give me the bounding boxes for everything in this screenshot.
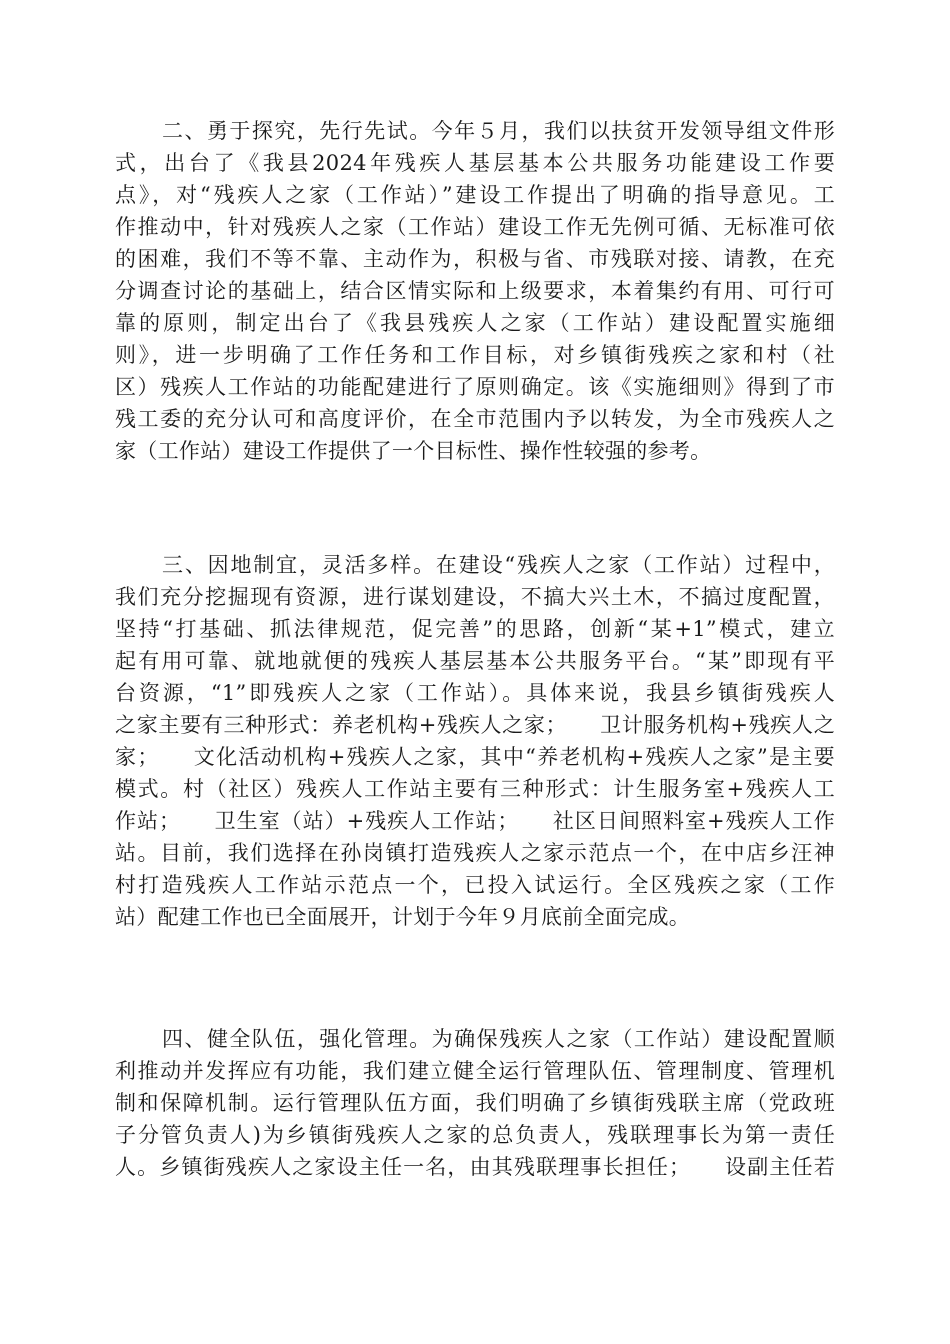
paragraph-line: 的困难，我们不等不靠、主动作为，积极与省、市残联对接、请教，在充	[115, 247, 835, 271]
paragraph-line: 则》，进一步明确了工作任务和工作目标，对乡镇街残疾之家和村（社	[115, 343, 835, 367]
paragraph-line: 点》，对“残疾人之家（工作站）”建设工作提出了明确的指导意见。工	[115, 183, 835, 207]
paragraph-line: 残工委的充分认可和高度评价，在全市范围内予以转发，为全市残疾人之	[115, 407, 835, 431]
paragraph-line: 之家主要有三种形式：养老机构+残疾人之家； 卫计服务机构+残疾人之	[115, 713, 835, 737]
paragraph-line: 站。目前，我们选择在孙岗镇打造残疾人之家示范点一个，在中店乡汪神	[115, 841, 835, 865]
paragraph-line: 模式。村（社区）残疾人工作站主要有三种形式：计生服务室+残疾人工	[115, 777, 835, 801]
paragraph-line: 四、健全队伍，强化管理。为确保残疾人之家（工作站）建设配置顺	[162, 1027, 835, 1051]
paragraph-line: 作站； 卫生室（站）+残疾人工作站； 社区日间照料室+残疾人工作	[115, 809, 835, 833]
paragraph-line: 台资源，“1”即残疾人之家（工作站）。具体来说，我县乡镇街残疾人	[115, 681, 835, 705]
paragraph-line: 家（工作站）建设工作提供了一个目标性、操作性较强的参考。	[115, 439, 712, 463]
paragraph-line: 作推动中，针对残疾人之家（工作站）建设工作无先例可循、无标准可依	[115, 215, 835, 239]
paragraph-line: 站）配建工作也已全面展开，计划于今年９月底前全面完成。	[115, 905, 691, 929]
paragraph-line: 我们充分挖掘现有资源，进行谋划建设，不搞大兴土木，不搞过度配置，	[115, 585, 835, 609]
paragraph-line: 三、因地制宜，灵活多样。在建设“残疾人之家（工作站）过程中，	[162, 553, 835, 577]
paragraph-line: 靠的原则，制定出台了《我县残疾人之家（工作站）建设配置实施细	[115, 311, 835, 335]
paragraph-line: 子分管负责人)为乡镇街残疾人之家的总负责人，残联理事长为第一责任	[115, 1123, 835, 1147]
paragraph-line: 村打造残疾人工作站示范点一个，已投入试运行。全区残疾之家（工作	[115, 873, 835, 897]
paragraph-line: 制和保障机制。运行管理队伍方面，我们明确了乡镇街残联主席（党政班	[115, 1091, 835, 1115]
paragraph-line: 人。乡镇街残疾人之家设主任一名，由其残联理事长担任； 设副主任若	[115, 1155, 835, 1179]
paragraph-line: 起有用可靠、就地就便的残疾人基层基本公共服务平台。“某”即现有平	[115, 649, 835, 673]
paragraph-2	[115, 115, 835, 467]
paragraph-line: 家； 文化活动机构+残疾人之家，其中“养老机构+残疾人之家”是主要	[115, 745, 835, 769]
paragraph-line: 坚持“打基础、抓法律规范，促完善”的思路，创新“某+1”模式，建立	[115, 617, 835, 641]
paragraph-4	[115, 1023, 835, 1183]
paragraph-3	[115, 549, 835, 933]
paragraph-line: 利推动并发挥应有功能，我们建立健全运行管理队伍、管理制度、管理机	[115, 1059, 835, 1083]
paragraph-line: 区）残疾人工作站的功能配建进行了原则确定。该《实施细则》得到了市	[115, 375, 835, 399]
paragraph-line: 式，出台了《我县2024年残疾人基层基本公共服务功能建设工作要	[115, 151, 835, 175]
paragraph-line: 分调查讨论的基础上，结合区情实际和上级要求，本着集约有用、可行可	[115, 279, 835, 303]
paragraph-line: 二、勇于探究，先行先试。今年５月，我们以扶贫开发领导组文件形	[162, 119, 835, 143]
